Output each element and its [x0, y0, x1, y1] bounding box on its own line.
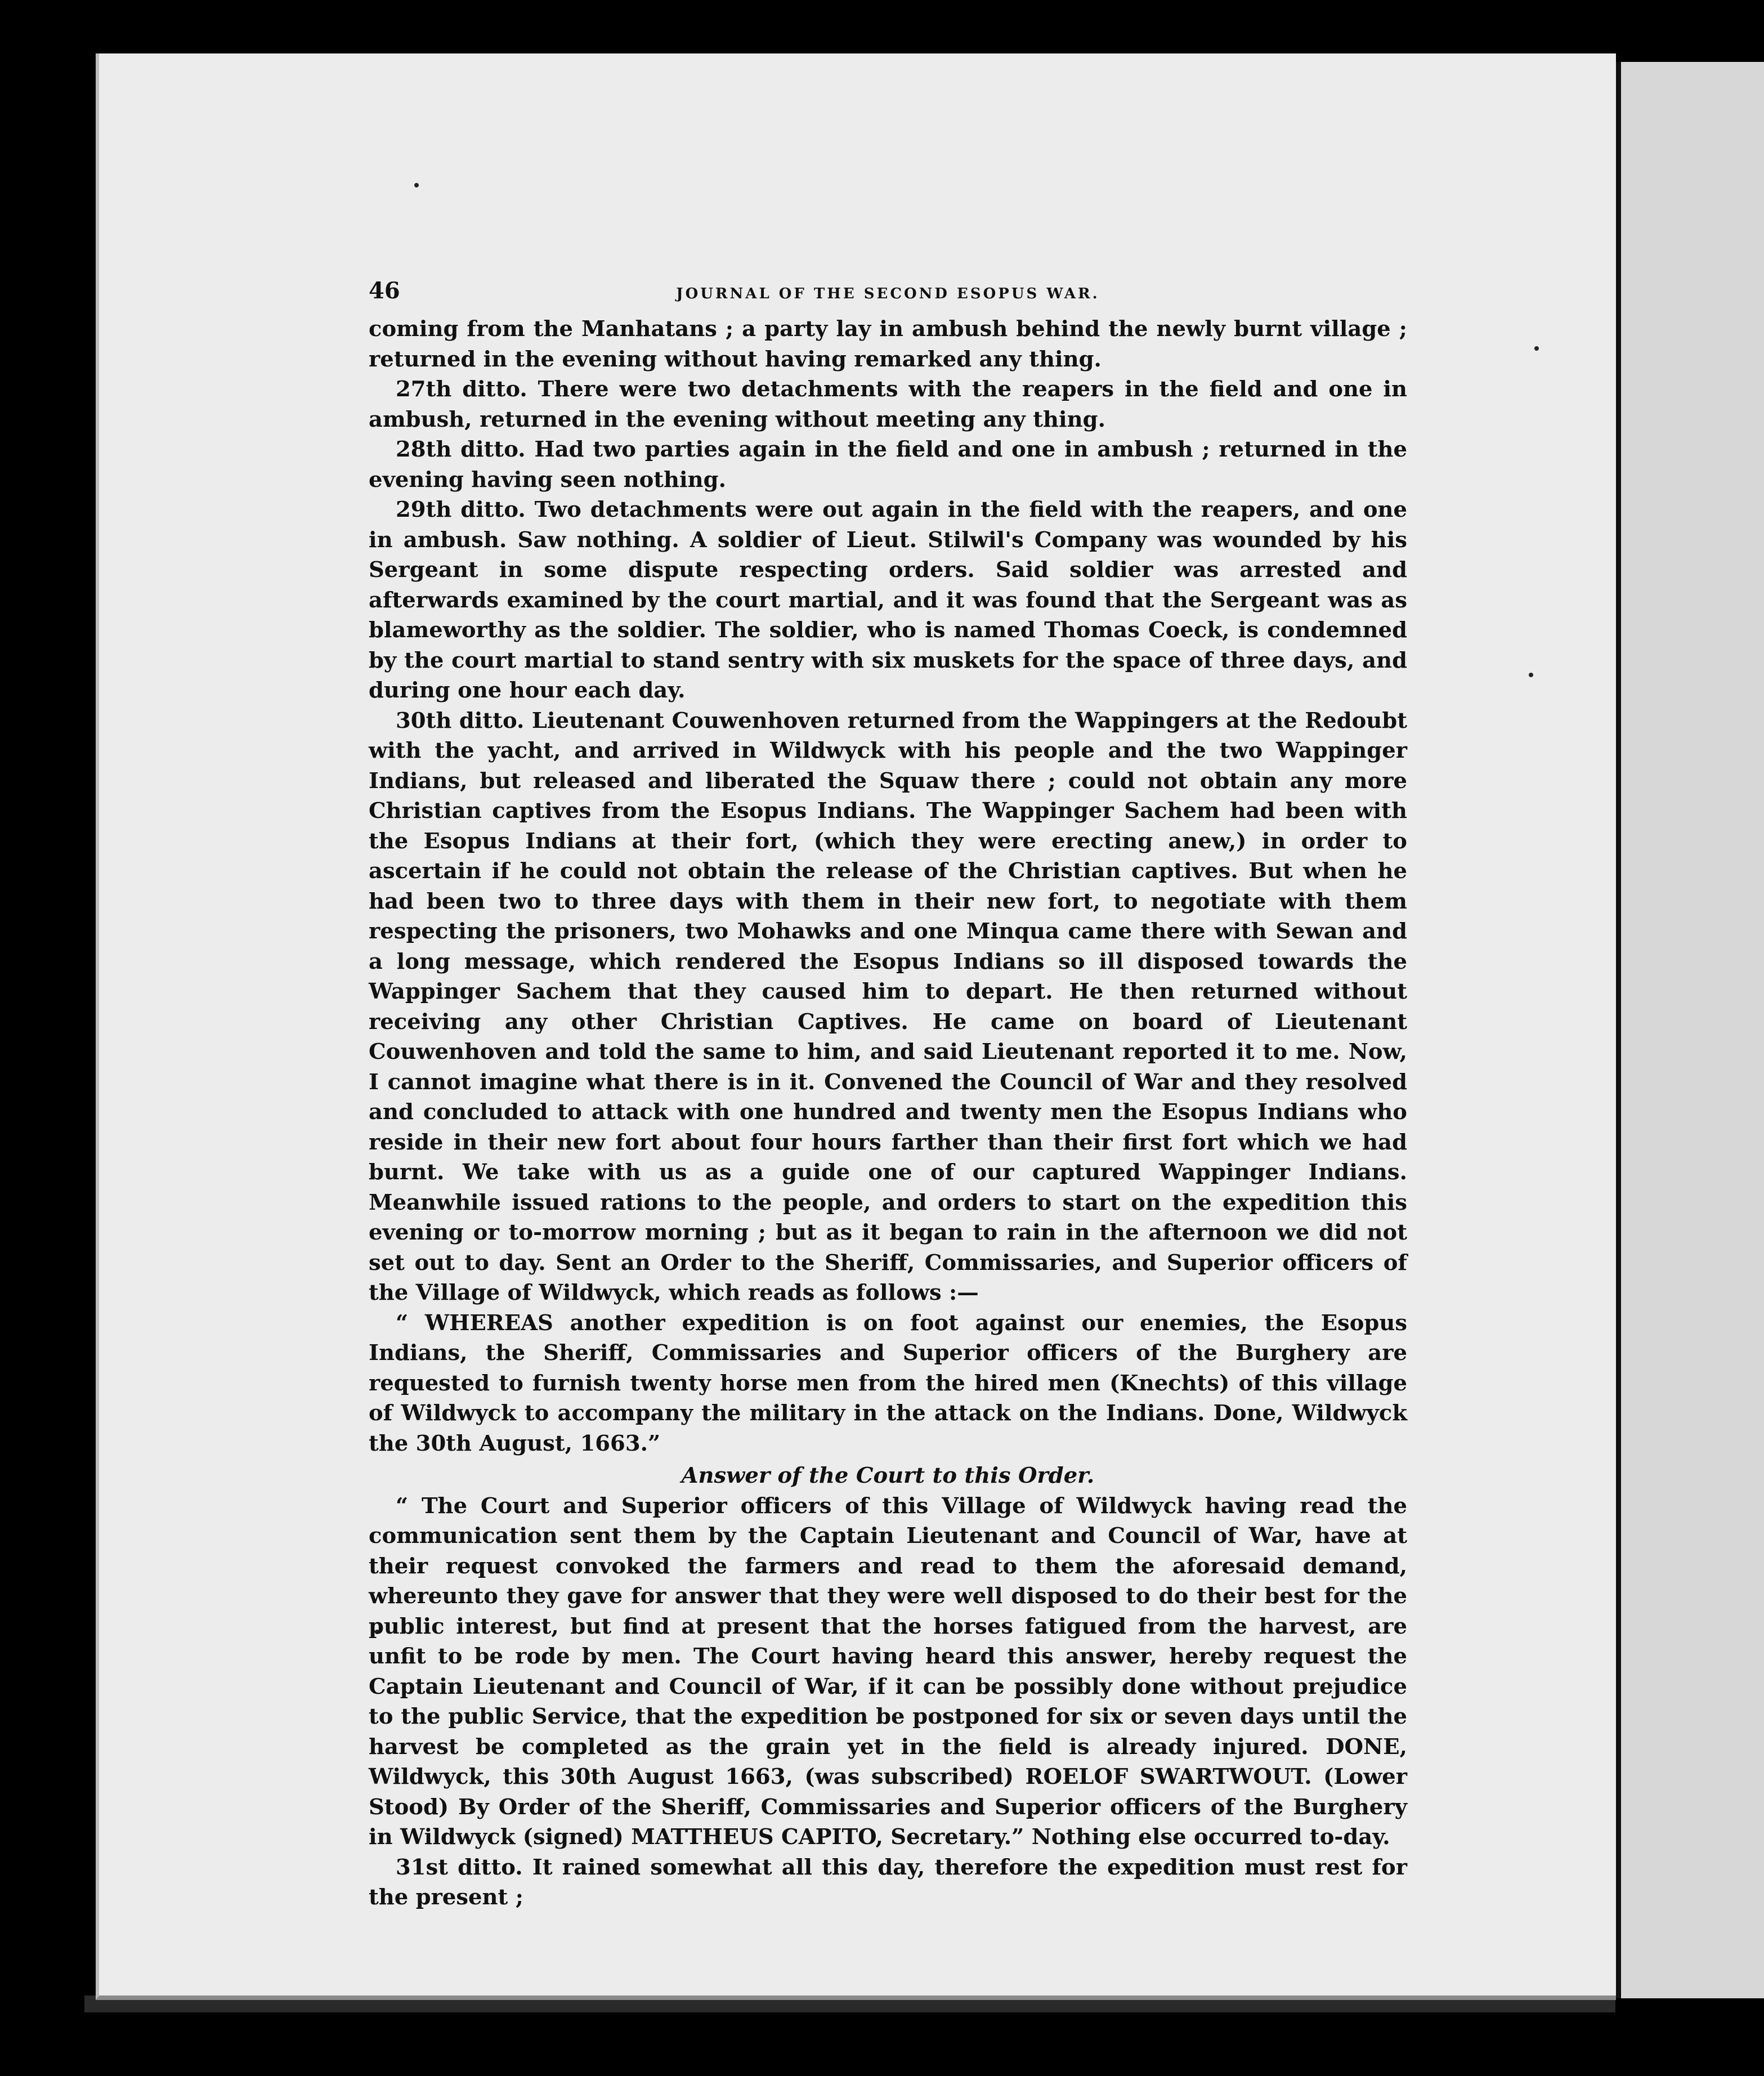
page-number: 46	[369, 278, 400, 304]
page-text	[369, 276, 1407, 1913]
print-speck	[1529, 673, 1533, 677]
paragraph: 30th ditto. Lieutenant Couwenhoven returned from the Wappingers at the Redoubt with the yacht, and arrived in Wildwyck with his people and the two Wappinger Indians, but released and liberated the Squaw there ; could not obtain any more Christian captives from the Esopus Indians. The Wappinger Sachem had been with the Esopus Indians at their fort, (which they were erecting anew,) in order to ascertain if he could not obtain the release of the Christian captives. But when he had been two to three days with them in their new fort, to negotiate with them respecting the prisoners, two Mohawks and one Minqua came there with Sewan and a long message, which rendered the Esopus Indians so ill disposed towards the Wappinger Sachem that they caused him to depart. He then returned without receiving any other Christian Captives. He came on board of Lieutenant Couwenhoven and told the same to him, and said Lieutenant reported it to me. Now, I cannot imagine what there is in it. Convened the Council of War and they resolved and concluded to attack with one hundred and twenty men the Esopus Indians who reside in their new fort about four hours farther than their first fort which we had burnt. We take with us as a guide one of our captured Wappinger Indians. Meanwhile issued rations to the people, and orders to start on the expedition this evening or to-morrow morning ; but as it began to rain in the afternoon we did not set out to day. Sent an Order to the Sheriff, Commissaries, and Superior officers of the Village of Wildwyck, which reads as follows :—	[369, 708, 1407, 1305]
paragraph: coming from the Manhatans ; a party lay in ambush behind the newly burnt village ; returned in the evening without having remarked any thing.	[369, 316, 1407, 372]
section-title: Answer of the Court to this Order.	[681, 1463, 1095, 1488]
paragraph: “ The Court and Superior officers of this Village of Wildwyck having read the communication sent them by the Captain Lieutenant and Council of War, have at their request convoked the farmers and read to them the aforesaid demand, whereunto they gave for answer that they were well disposed to do their best for the public interest, but find at present that the horses fatigued from the harvest, are unfit to be rode by men. The Court having heard this answer, hereby request the Captain Lieutenant and Council of War, if it can be possibly done without prejudice to the public Service, that the expedition be postponed for six or seven days until the harvest be completed as the grain yet in the field is already injured. DONE, Wildwyck, this 30th August 1663, (was subscribed) ROELOF SWARTWOUT. (Lower Stood) By Order of the Sheriff, Commissaries and Superior officers of the Burghery in Wildwyck (signed) MATTHEUS CAPITO, Secretary.” Nothing else occurred to-day.	[369, 1493, 1407, 1850]
paragraph: 28th ditto. Had two parties again in the field and one in ambush ; returned in the evening having seen nothing.	[369, 437, 1407, 493]
paragraph: 27th ditto. There were two detachments with the reapers in the field and one in ambush, returned in the evening without meeting any thing.	[369, 377, 1407, 432]
running-head: JOURNAL OF THE SECOND ESOPUS WAR.	[676, 285, 1100, 302]
print-speck	[1534, 346, 1539, 351]
paragraph: “ WHEREAS another expedition is on foot against our enemies, the Esopus Indians, the Sheriff, Commissaries and Superior officers of the Burghery are requested to furnish twenty horse men from the hired men (Knechts) of this village of Wildwyck to accompany the military in the attack on the Indians. Done, Wildwyck the 30th August, 1663.”	[369, 1310, 1407, 1456]
print-speck	[414, 183, 419, 187]
page-header	[369, 276, 1407, 314]
paragraph: 29th ditto. Two detachments were out again in the field with the reapers, and one in ambush. Saw nothing. A soldier of Lieut. Stilwil's Company was wounded by his Sergeant in some dispute respecting orders. Said soldier was arrested and afterwards examined by the court martial, and it was found that the Sergeant was as blameworthy as the soldier. The soldier, who is named Thomas Coeck, is condemned by the court martial to stand sentry with six muskets for the space of three days, and during one hour each day.	[369, 497, 1407, 703]
paragraph: 31st ditto. It rained somewhat all this day, therefore the expedition must rest for the present ;	[369, 1854, 1407, 1910]
facing-page-edge	[1615, 62, 1764, 1998]
